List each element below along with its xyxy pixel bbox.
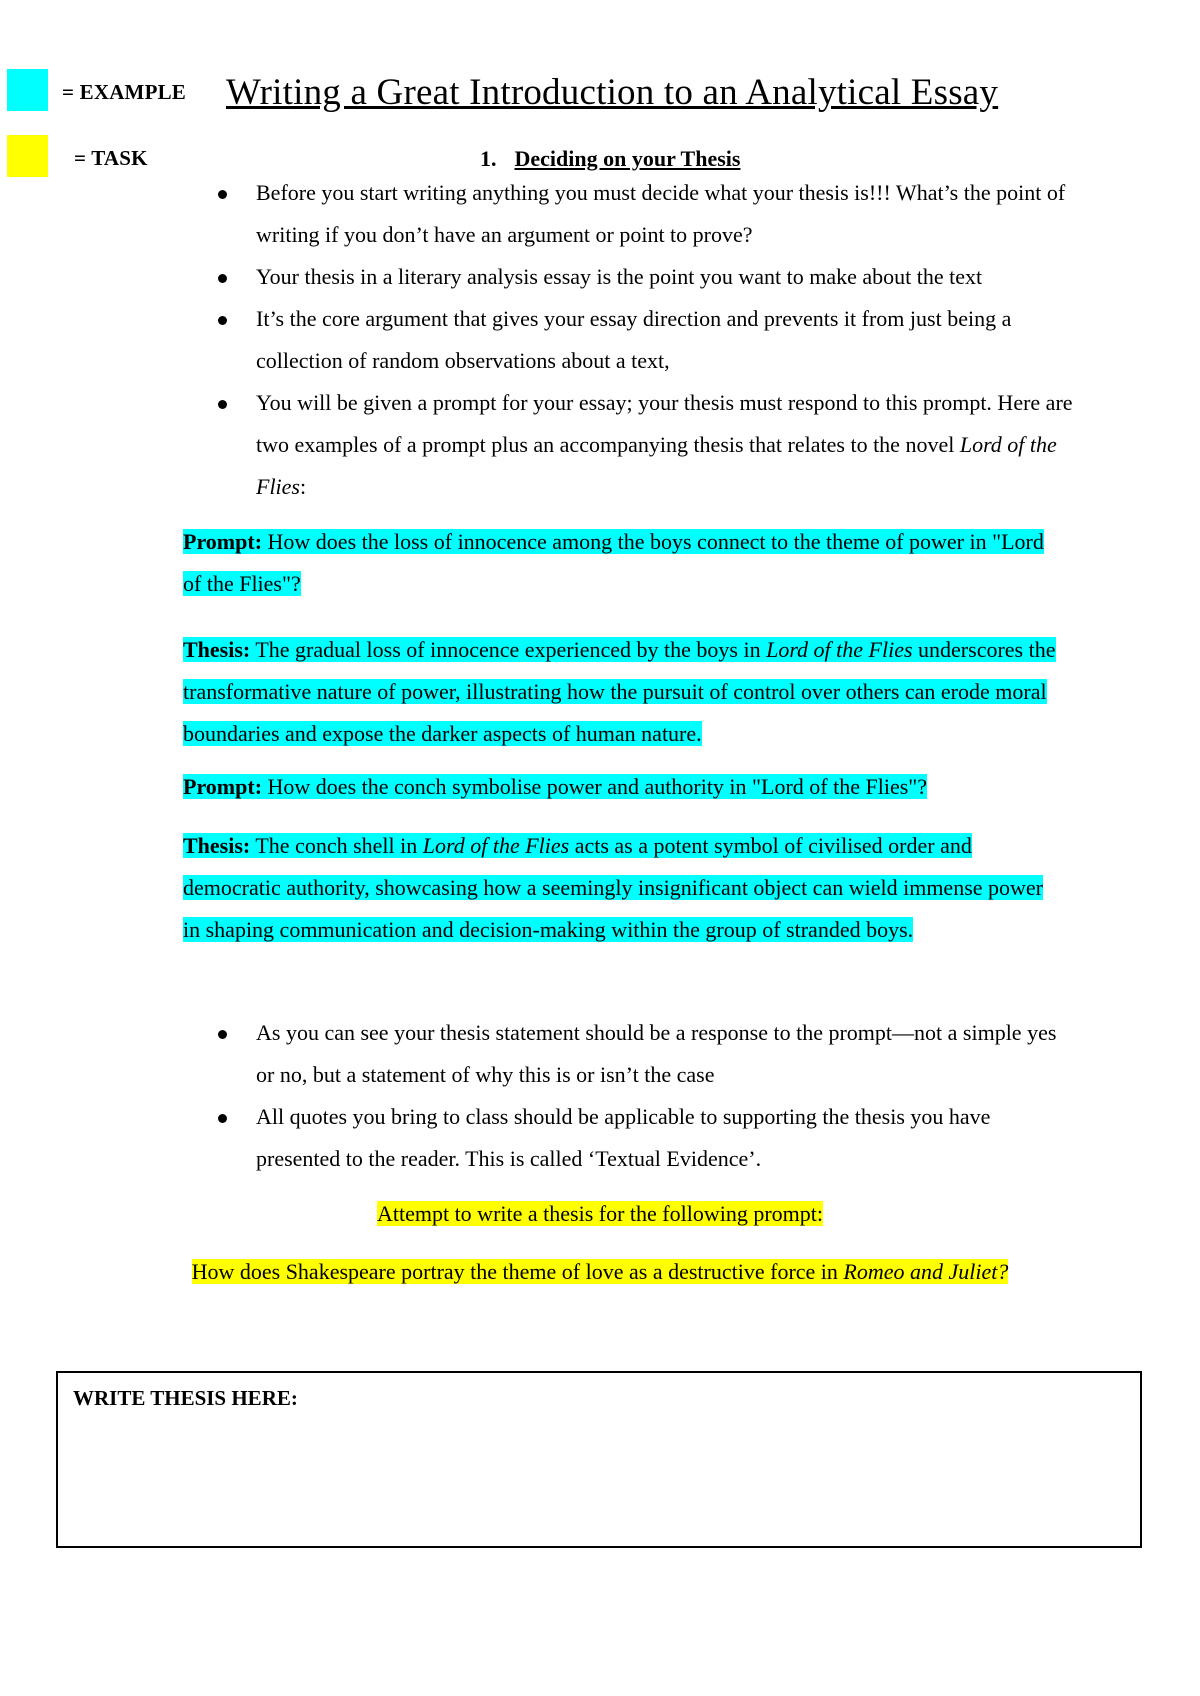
bullet-icon — [218, 274, 227, 283]
list-item — [0, 172, 1076, 256]
bullet-icon — [218, 190, 227, 199]
thesis-text: The conch shell in — [250, 833, 423, 858]
prompt-text: How does the loss of innocence among the boys connect to the theme of power in "Lord of the Flies"? — [183, 529, 1044, 596]
example-color-swatch — [7, 69, 48, 111]
bullet-text: Before you start writing anything you must decide what your thesis is!!! What’s the point of writing if you don’t have an argument or point to prove? — [256, 180, 1066, 247]
thesis-italic: Lord of the Flies — [766, 637, 913, 662]
bullet-text: You will be given a prompt for your essay; your thesis must respond to this prompt. Here are two examples of a prompt plus an accompanying thesis that relates to the novel — [256, 390, 1073, 457]
prompt-label: Prompt: — [183, 774, 263, 799]
prompt-label: Prompt: — [183, 529, 263, 554]
task-question — [0, 1251, 1200, 1293]
list-item — [0, 298, 1076, 382]
example-thesis-1 — [183, 629, 1063, 755]
thesis-text-end: acts as a potent symbol of civilised order and democratic authority, showcasing how a seemingly insignificant object can wield immense power in shaping communication and decision-making within the group of stranded boys. — [183, 833, 1043, 942]
list-item — [0, 1012, 1076, 1096]
thesis-label: Thesis: — [183, 833, 251, 858]
thesis-text-end: underscores the transformative nature of power, illustrating how the pursuit of control over others can erode moral boundaries and expose the darker aspects of human nature. — [183, 637, 1056, 746]
example-thesis-2 — [183, 825, 1063, 951]
bullet-list-top — [0, 172, 1076, 508]
bullet-icon — [218, 400, 227, 409]
write-box-label: WRITE THESIS HERE: — [73, 1386, 298, 1410]
task-legend-label: = TASK — [74, 146, 148, 170]
thesis-answer-box[interactable] — [56, 1371, 1142, 1548]
thesis-italic: Lord of the Flies — [422, 833, 570, 858]
example-legend-label: = EXAMPLE — [62, 80, 187, 104]
bullet-text: As you can see your thesis statement should be a response to the prompt—not a simple yes or no, but a statement of why this is or isn’t the case — [256, 1020, 1057, 1087]
task-color-swatch — [7, 135, 48, 177]
bullet-icon — [218, 1030, 227, 1039]
page-title: Writing a Great Introduction to an Analytical Essay — [226, 72, 999, 113]
section-number: 1. — [480, 146, 497, 171]
example-prompt-1 — [183, 521, 1063, 605]
task-question-italic: Romeo and Juliet? — [843, 1259, 1009, 1284]
bullet-icon — [218, 1114, 227, 1123]
bullet-text: Your thesis in a literary analysis essay is the point you want to make about the text — [256, 264, 983, 289]
bullet-text: It’s the core argument that gives your essay direction and prevents it from just being a collection of random observations about a text, — [256, 306, 1012, 373]
bullet-list-bottom — [0, 1012, 1076, 1180]
task-instruction-text: Attempt to write a thesis for the following prompt: — [376, 1201, 824, 1226]
list-item — [0, 1096, 1076, 1180]
section-heading-text: Deciding on your Thesis — [514, 146, 741, 171]
list-item — [0, 382, 1076, 508]
bullet-text-end: : — [300, 474, 307, 499]
thesis-label: Thesis: — [183, 637, 251, 662]
bullet-text-italic: Lord of the Flies — [256, 432, 1057, 499]
task-instruction — [0, 1193, 1200, 1235]
prompt-text: How does the conch symbolise power and authority in "Lord of the Flies"? — [262, 774, 928, 799]
example-prompt-2 — [183, 766, 1063, 808]
section-heading — [480, 146, 740, 172]
thesis-text: The gradual loss of innocence experienced by the boys in — [250, 637, 767, 662]
bullet-icon — [218, 316, 227, 325]
bullet-text: All quotes you bring to class should be applicable to supporting the thesis you have presented to the reader. This is called ‘Textual Evidence’. — [256, 1104, 991, 1171]
task-question-text: How does Shakespeare portray the theme of love as a destructive force in — [191, 1259, 844, 1284]
list-item — [0, 256, 1076, 298]
